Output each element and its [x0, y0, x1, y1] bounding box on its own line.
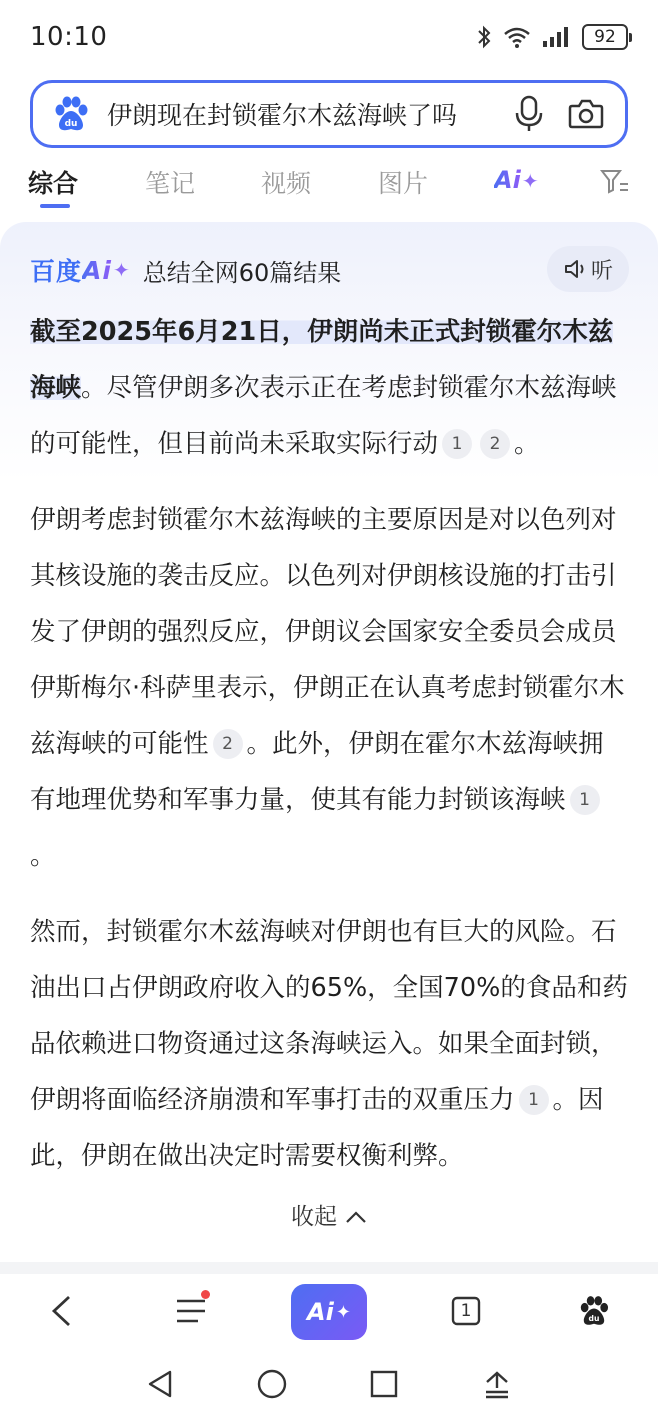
svg-text:du: du	[588, 1314, 600, 1324]
ai-answer-text	[30, 304, 628, 1204]
ai-sparkle-icon: ✦	[521, 169, 539, 193]
ai-sparkle-icon: ✦	[112, 258, 131, 282]
tab-ai[interactable]	[494, 166, 539, 194]
system-back-icon[interactable]	[144, 1368, 176, 1400]
menu-icon	[174, 1296, 208, 1326]
baidu-paw-icon[interactable]	[51, 94, 91, 134]
chevron-up-icon	[345, 1204, 367, 1230]
system-recents-icon[interactable]	[369, 1369, 399, 1399]
microphone-icon[interactable]	[511, 94, 547, 134]
ai-sparkle-icon: ✦	[335, 1301, 351, 1323]
baidu-ai-logo	[30, 252, 131, 288]
notification-dot	[201, 1290, 210, 1299]
brand-name: 百度	[30, 257, 83, 286]
search-input[interactable]: 伊朗现在封锁霍尔木兹海峡了吗	[107, 101, 458, 130]
back-button[interactable]	[36, 1286, 86, 1336]
chevron-left-icon	[49, 1294, 73, 1328]
answer-text: 伊朗考虑封锁霍尔木兹海峡的主要原因是对以色列对其核设施的袭击反应。以色列对伊朗核设施的打击引发了伊朗的强烈反应，伊朗议会国家安全委员会成员伊斯梅尔·科萨里表示，伊朗正在认真考虑封锁霍尔木兹海峡的可能性	[30, 505, 625, 759]
answer-text: 然而，封锁霍尔木兹海峡对伊朗也有巨大的风险。石油出口占伊朗政府收入的65%，全国70%的食品和药品依赖进口物资通过这条海峡运入。如果全面封锁，伊朗将面临经济崩溃和军事打击的双重压力	[30, 917, 628, 1115]
answer-text: 。	[30, 841, 56, 871]
citation-badge[interactable]: 1	[570, 785, 600, 815]
ai-summary-card	[0, 222, 658, 1262]
answer-text: 。	[514, 429, 540, 459]
tab-videos[interactable]: 视频	[261, 169, 312, 198]
tabs-button[interactable]	[441, 1286, 491, 1336]
summary-source-count: 总结全网60篇结果	[142, 258, 342, 287]
citation-badge[interactable]: 2	[480, 429, 510, 459]
listen-label: 听	[590, 258, 613, 284]
ai-card-header	[30, 252, 341, 288]
battery-indicator	[582, 24, 628, 50]
bluetooth-icon	[476, 25, 492, 49]
battery-level: 92	[594, 27, 616, 47]
baidu-paw-icon	[577, 1294, 611, 1328]
section-divider	[0, 1262, 658, 1274]
status-icons	[476, 24, 628, 50]
active-tab-indicator	[40, 204, 70, 208]
bottom-navigation	[0, 1274, 658, 1354]
tab-ai-label: Ai	[494, 166, 521, 194]
tab-images[interactable]: 图片	[378, 169, 429, 198]
baidu-home-button[interactable]	[569, 1286, 619, 1336]
menu-button[interactable]	[166, 1286, 216, 1336]
status-bar	[0, 0, 658, 80]
citation-badge[interactable]: 1	[519, 1085, 549, 1115]
answer-paragraph-2	[30, 492, 628, 884]
tab-all[interactable]: 综合	[28, 169, 79, 198]
signal-icon	[542, 25, 572, 49]
wifi-icon	[502, 25, 532, 49]
search-box[interactable]	[30, 80, 628, 148]
clock: 10:10	[30, 22, 108, 52]
ai-assistant-button[interactable]	[291, 1284, 367, 1340]
collapse-label: 收起	[291, 1204, 337, 1230]
answer-text: 。因此，伊朗在做出决定时需要权衡利弊。	[30, 1085, 604, 1171]
answer-text: 。此外，伊朗在霍尔木兹海峡拥有地理优势和军事力量，使其有能力封锁该海峡	[30, 729, 604, 815]
tab-count: 1	[460, 1301, 472, 1321]
filter-icon[interactable]	[600, 168, 630, 196]
tab-notes[interactable]: 笔记	[145, 169, 196, 198]
camera-icon[interactable]	[567, 95, 605, 133]
system-navigation	[0, 1354, 658, 1416]
answer-paragraph-3	[30, 904, 628, 1184]
answer-highlight: 截至2025年6月21日，伊朗尚未正式封锁霍尔木兹海峡	[30, 317, 614, 403]
answer-paragraph-1	[30, 304, 628, 472]
result-tabs	[0, 160, 658, 210]
brand-ai-mark: Ai	[82, 255, 112, 285]
system-home-icon[interactable]	[256, 1368, 288, 1400]
svg-text:du: du	[64, 119, 78, 129]
citation-badge[interactable]: 1	[442, 429, 472, 459]
citation-badge[interactable]: 2	[213, 729, 243, 759]
answer-text: 。尽管伊朗多次表示正在考虑封锁霍尔木兹海峡的可能性，但目前尚未采取实际行动	[30, 373, 617, 459]
listen-button[interactable]	[547, 246, 629, 292]
system-keyboard-icon[interactable]	[482, 1368, 512, 1400]
ai-button-label: Ai	[307, 1298, 334, 1326]
collapse-button[interactable]	[0, 1198, 658, 1231]
speaker-icon	[563, 258, 587, 280]
